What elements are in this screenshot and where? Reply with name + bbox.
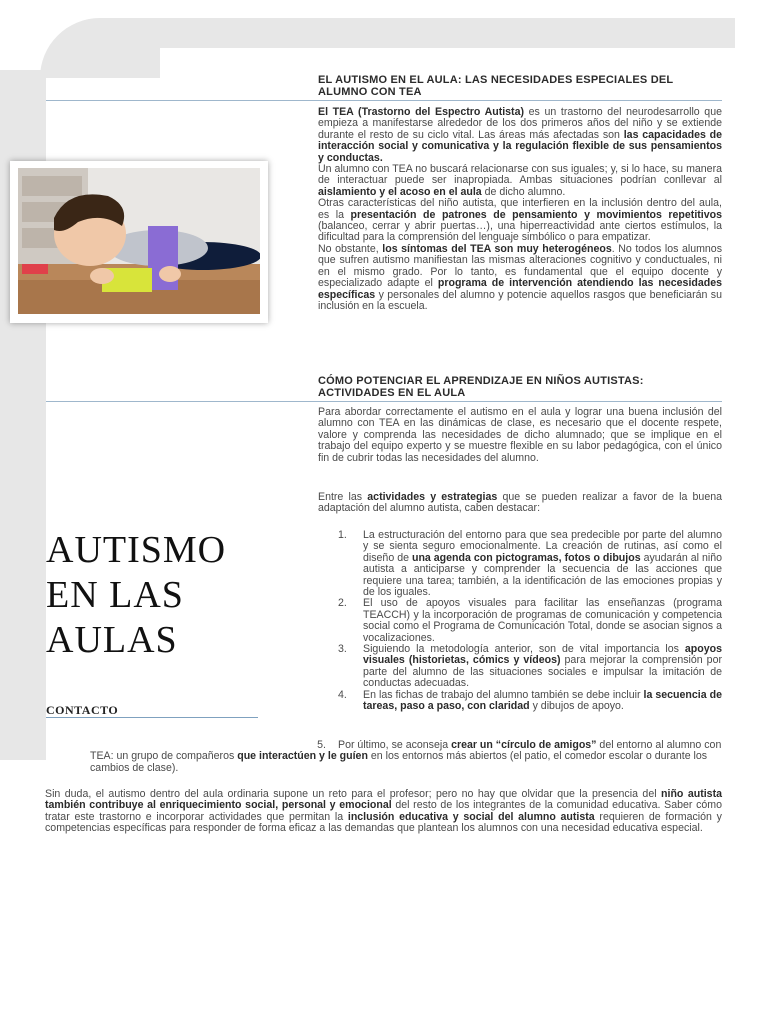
enrichment-bold: niño autista también contribuye al enriquecimiento social, personal y emocional <box>45 788 722 812</box>
list-item <box>338 598 722 644</box>
intervention-bold: programa de intervención atendiendo las necesidades específicas <box>318 277 722 301</box>
activities-intro-paragraph <box>318 492 722 515</box>
activities-intro-text-end: que se pueden realizar a favor de la buena adaptación del alumno autista, caben destacar: <box>318 491 722 515</box>
title-line-1: AUTISMO <box>46 529 227 571</box>
conclusion-text-mid: del resto de los integrantes de la comunidad educativa. Saber cómo tratar este trastorno e incorporar actividades que permitan la <box>45 799 722 823</box>
intro-text: es un trastorno del neurodesarrollo que empieza a manifestarse alrededor de los dos primeros años del niño y se extiende durante el resto de su ciclo vital. Las áreas más afectadas son <box>318 106 722 141</box>
patterns-bold: presentación de patrones de pensamiento y movimientos repetitivos <box>350 208 722 221</box>
interaction-text: Un alumno con TEA no buscará relacionarse con sus iguales; y, si lo hace, su manera de interactuar puede ser inapropiada. Ambas situaciones podrían conllevar al <box>318 163 722 187</box>
list-text: El uso de apoyos visuales para facilitar las enseñanzas (programa TEACCH) y la incorporación de programas de comunicación y competencia social como el Programa de Comunicación Total, donde se asocian signos a vocalizaciones. <box>363 597 722 644</box>
list-item <box>338 530 722 598</box>
characteristics-text: Otras características del niño autista, que interfieren en la inclusión dentro del aula, es la <box>318 197 722 221</box>
list-bold: una agenda con pictogramas, fotos o dibujos <box>411 551 641 564</box>
list-number: 5. <box>317 739 326 751</box>
list-number: 3. <box>338 643 347 656</box>
list-text: Siguiendo la metodología anterior, son de vital importancia los <box>363 643 685 656</box>
activities-bold: actividades y estrategias <box>367 491 498 503</box>
conclusion-text-end: requieren de formación y competencias específicas para responder de forma eficaz a las demandas que plantean los alumnos con una necesidad educativa especial. <box>45 810 722 835</box>
contacto-rule <box>46 717 258 718</box>
list-item <box>338 690 722 713</box>
inclusion-bold: inclusión educativa y social del alumno autista <box>347 810 595 823</box>
list-text-end: para mejorar la comprensión por parte del alumno de las situaciones sociales e impulsar la imitación de conductas adecuadas. <box>363 654 722 690</box>
heterogeneous-text-end: y personales del alumno y potencie aquellos rasgos que beneficiarán su inclusión en la escuela. <box>318 288 722 312</box>
list-item <box>338 644 722 690</box>
list-text-mid: del entorno al alumno con TEA: un grupo de compañeros <box>90 739 722 763</box>
activities-intro-text: Entre las <box>318 491 368 503</box>
list-text-end: y dibujos de apoyo. <box>529 700 624 713</box>
interaction-text-end: de dicho alumno. <box>481 185 566 198</box>
approach-paragraph: Para abordar correctamente el autismo en el aula y lograr una buena inclusión del alumno con TEA en las dinámicas de clase, es necesario que el docente respete, valore y comprenda las necesidades de dicho alumnado; que se implique en el trabajo del equipo experto y se muestre flexible en su labor pedagógica, con el único fin de cubrir todas las necesidades del alumno. <box>318 406 722 464</box>
list-text: Por último, se aconseja <box>338 739 452 751</box>
page-title <box>46 528 226 663</box>
characteristics-text-end: (balanceo, cerrar y abrir puertas…), una hiperreactividad ante ciertos estímulos, la dificultad para la comprensión del lenguaje simbólico o para empatizar. <box>318 220 722 244</box>
isolation-bold: aislamiento y el acoso en el aula <box>318 185 482 198</box>
list-number: 4. <box>338 688 347 701</box>
section-heading-1: EL AUTISMO EN EL AULA: LAS NECESIDADES ESPECIALES DEL ALUMNO CON TEA <box>318 74 674 98</box>
list-bold: apoyos visuales (historietas, cómics y vídeos) <box>363 643 722 667</box>
list-number: 1. <box>338 529 347 541</box>
symptoms-bold: los síntomas del TEA son muy heterogéneos <box>382 242 612 255</box>
top-gray-band <box>95 18 735 48</box>
list-bold: la secuencia de tareas, paso a paso, con claridad <box>363 688 722 713</box>
heterogeneous-text: No obstante, <box>318 242 383 255</box>
section-heading-2: CÓMO POTENCIAR EL APRENDIZAJE EN NIÑOS AUTISTAS: ACTIVIDADES EN EL AULA <box>318 375 644 399</box>
intro-paragraph <box>318 107 722 312</box>
left-gray-band <box>0 0 46 760</box>
tea-definition-bold: El TEA (Trastorno del Espectro Autista) <box>318 106 525 118</box>
conclusion-paragraph <box>45 789 722 835</box>
list-item-5 <box>90 740 722 774</box>
child-with-blocks-photo <box>18 168 260 314</box>
contacto-label: CONTACTO <box>46 703 119 717</box>
conclusion-text: Sin duda, el autismo dentro del aula ordinaria supone un reto para el profesor; pero no hay que olvidar que la presencia del <box>45 788 662 800</box>
list-number: 2. <box>338 597 347 610</box>
heading-1-rule <box>46 100 722 101</box>
list-text-end: ayudarán al niño autista a anticiparse y comprender la secuencia de las acciones que requiere una tarea; también, a la identificación de las emociones propias y de los iguales. <box>363 551 722 599</box>
title-line-2: EN LAS <box>46 574 184 616</box>
heading-2-rule <box>46 401 722 402</box>
photo-frame <box>10 161 268 323</box>
title-line-3: AULAS <box>46 619 178 661</box>
list-text-end: en los entornos más abiertos (el patio, el comedor escolar o durante los cambios de clase). <box>90 750 708 774</box>
interact-bold: que interactúen y le guíen <box>237 750 368 763</box>
list-text: La estructuración del entorno para que sea predecible por parte del alumno y se sienta seguro emocionalmente. La creación de rutinas, así como el diseño de <box>363 529 722 564</box>
list-text: En las fichas de trabajo del alumno también se debe incluir <box>363 688 644 701</box>
affected-areas-bold: las capacidades de interacción social y comunicativa y la regulación flexible de sus pensamientos y conductas. <box>318 128 722 164</box>
activities-list <box>338 530 722 713</box>
friends-circle-bold: crear un “círculo de amigos” <box>451 739 597 751</box>
heterogeneous-text-mid: . No todos los alumnos que sufren autismo manifiestan las mismas alteraciones cognitivo y conductuales, ni en el mismo grado. Por lo tanto, es fundamental que el equipo docente y especializado adapte el <box>318 242 722 290</box>
